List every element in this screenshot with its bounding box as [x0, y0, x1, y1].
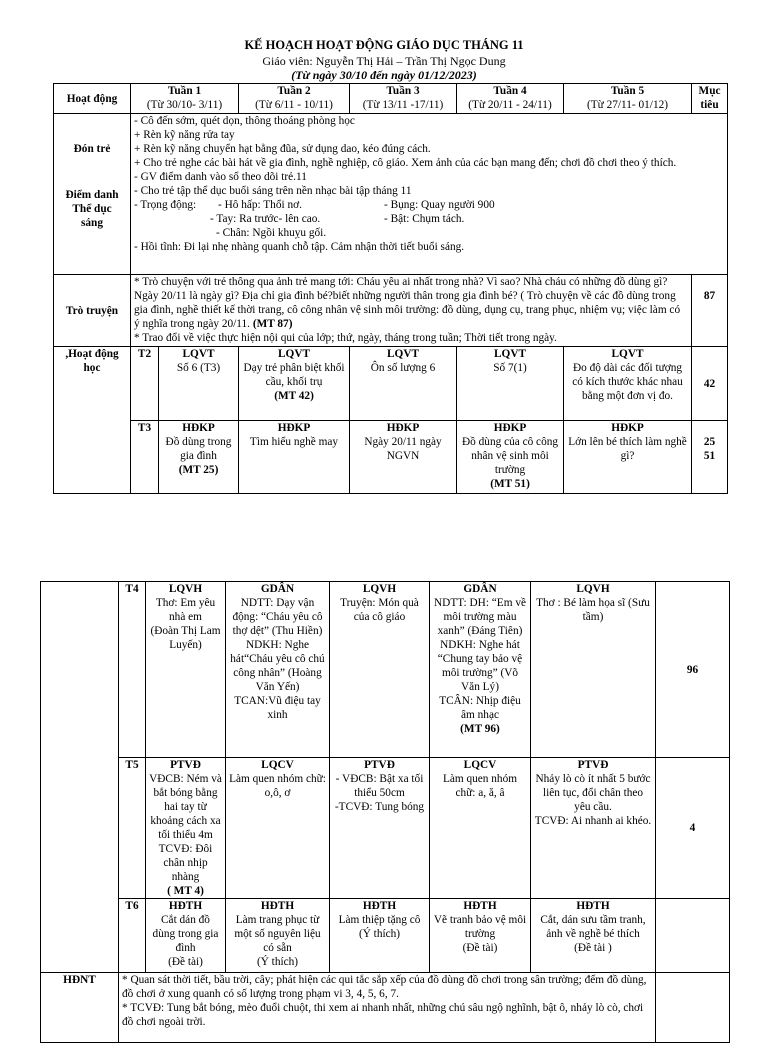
don-tre-row — [54, 114, 728, 275]
hdnt-row — [41, 973, 730, 1043]
t5-week1: PTVĐ VĐCB: Ném và bắt bóng bằng hai tay từ khoảng cách xa tối thiểu 4m TCVĐ: Đôi chân nhịp nhàng ( MT 4) — [146, 758, 226, 899]
t2-week2: LQVT Dạy trẻ phân biệt khối cầu, khối trụ (MT 42) — [239, 347, 350, 421]
hoat-dong-hoc-cont — [41, 582, 119, 973]
day-t6: T6 — [119, 899, 146, 973]
t4-goal: 96 — [656, 582, 730, 758]
tro-truyen-label: Trò truyện — [54, 275, 131, 347]
activity-header: Hoạt động — [54, 84, 131, 114]
plan-table-bottom — [40, 581, 730, 1043]
t2-week4: LQVT Số 7(1) — [457, 347, 564, 421]
don-tre-label: Đón trẻ Điểm danh Thể dục sáng — [54, 114, 131, 275]
t4-week2: GDÂN NDTT: Dạy vận động: “Cháu yêu cô thợ dệt” (Thu Hiền) NDKH: Nghe hát“Cháu yêu cô chú công nhân” (Hoàng Văn Yến) TCAN:Vũ điệu tay xinh — [226, 582, 330, 758]
t3-week2: HĐKP Tìm hiểu nghề may — [239, 421, 350, 494]
t3-goal: 25 51 — [692, 421, 728, 494]
day-t4: T4 — [119, 582, 146, 758]
week-5-header: Tuần 5 (Từ 27/11- 01/12) — [564, 84, 692, 114]
week-4-header: Tuần 4 (Từ 20/11 - 24/11) — [457, 84, 564, 114]
tro-truyen-row — [54, 275, 728, 347]
t5-week3: PTVĐ - VĐCB: Bật xa tối thiểu 50cm -TCVĐ: Tung bóng — [330, 758, 430, 899]
hdnt-goal — [656, 973, 730, 1043]
t5-week5: PTVĐ Nhảy lò cò ít nhất 5 bước liên tục, đổi chân theo yêu cầu. TCVĐ: Ai nhanh ai khéo. — [531, 758, 656, 899]
teachers-line: Giáo viên: Nguyễn Thị Hải – Trần Thị Ngọc Dung — [262, 54, 506, 68]
t6-goal — [656, 899, 730, 973]
day-t3: T3 — [131, 421, 159, 494]
t4-week1: LQVH Thơ: Em yêu nhà em (Đoàn Thị Lam Luyến) — [146, 582, 226, 758]
t3-week1: HĐKP Đồ dùng trong gia đình (MT 25) — [159, 421, 239, 494]
t2-week1: LQVT Số 6 (T3) — [159, 347, 239, 421]
document-title: KẾ HOẠCH HOẠT ĐỘNG GIÁO DỤC THÁNG 11 — [244, 38, 524, 52]
t6-week1: HĐTH Cắt dán đồ dùng trong gia đình (Đề tài) — [146, 899, 226, 973]
t3-week5: HĐKP Lớn lên bé thích làm nghề gì? — [564, 421, 692, 494]
tro-truyen-goal: 87 — [692, 275, 728, 347]
t6-week5: HĐTH Cắt, dán sưu tầm tranh, ảnh về nghề bé thích (Đề tài ) — [531, 899, 656, 973]
plan-table-top — [53, 83, 728, 494]
t6-week3: HĐTH Làm thiệp tặng cô (Ý thích) — [330, 899, 430, 973]
t4-week4: GDÂN NDTT: DH: “Em về môi trường màu xanh” (Đáng Tiên) NDKH: Nghe hát “Chung tay bảo vệ môi trường” (Võ Văn Lý) TCÂN: Nhịp điệu âm nhạc (MT 96) — [430, 582, 531, 758]
hdnt-label: HĐNT — [41, 973, 119, 1043]
t3-week4: HĐKP Đồ dùng của cô công nhân vệ sinh môi trường (MT 51) — [457, 421, 564, 494]
week-3-header: Tuần 3 (Từ 13/11 -17/11) — [350, 84, 457, 114]
t2-week3: LQVT Ôn số lượng 6 — [350, 347, 457, 421]
t5-week2: LQCV Làm quen nhóm chữ: o,ô, ơ — [226, 758, 330, 899]
tro-truyen-content: * Trò chuyện với trẻ thông qua ảnh trẻ mang tới: Cháu yêu ai nhất trong nhà? Vì sao? Nhà cháu có những đồ dùng gì? Ngày 20/11 là ngày gì? Địa chỉ gia đình bé?biết những người thân trong gia đình bé? ( Trò chuyện về các đồ dùng trong gia đình, nghề thiết kế thời trang, cô công nhân vệ sinh môi trường: đồ dùng, dụng cụ, trang phục, nhiệm vụ; việc làm có ý nghĩa trong ngày 20/11. (MT 87) * Trao đổi về việc thực hiện nội qui của lớp; thứ, ngày, tháng trong tuần; Thời tiết trong ngày. — [131, 275, 692, 347]
t6-week4: HĐTH Vẽ tranh bảo vệ môi trường (Đề tài) — [430, 899, 531, 973]
header-row — [54, 84, 728, 114]
week-2-header: Tuần 2 (Từ 6/11 - 10/11) — [239, 84, 350, 114]
hdnt-content: * Quan sát thời tiết, bầu trời, cây; phát hiện các qui tắc sắp xếp của đồ dùng đồ chơi trong sân trường; đếm đồ dùng, đồ chơi ở xung quanh có số lượng trong phạm vi 3, 4, 5, 6, 7. * TCVĐ: Tung bắt bóng, mèo đuổi chuột, thi xem ai nhanh nhất, những chú sâu ngộ nghĩnh, bật ô, nhảy lò cò, chơi đồ chơi ngoài trời. — [119, 973, 656, 1043]
goal-header: Mục tiêu — [692, 84, 728, 114]
hoat-dong-hoc-label: ,Hoạt động học — [54, 347, 131, 494]
t6-row — [41, 899, 730, 973]
t4-week5: LQVH Thơ : Bé làm họa sĩ (Sưu tầm) — [531, 582, 656, 758]
t2-week5: LQVT Đo độ dài các đối tượng có kích thước khác nhau bằng một đơn vị đo. — [564, 347, 692, 421]
day-t2: T2 — [131, 347, 159, 421]
don-tre-content: - Cô đến sớm, quét dọn, thông thoáng phòng học + Rèn kỹ năng rửa tay + Rèn kỹ năng chuyển hạt bằng đũa, sử dụng dao, kéo đúng cách. + Cho trẻ nghe các bài hát về gia đình, nghề nghiệp, cô giáo. Xem ảnh của các bạn mang đến; chơi đồ chơi theo ý thích. - GV điểm danh vào sổ theo dõi trẻ.11 - Cho trẻ tập thể dục buổi sáng trên nền nhạc bài tập tháng 11 - Trọng động: - Hô hấp: Thổi nơ. - Bụng: Quay người 900 - Tay: Ra trước- lên cao. - Bật: Chụm tách. - Chân: Ngồi khuỵu gối. - Hồi tĩnh: Đi lại nhẹ nhàng quanh chỗ tập. Cảm nhận thời tiết buổi sáng. — [131, 114, 728, 275]
date-range: (Từ ngày 30/10 đến ngày 01/12/2023) — [291, 68, 477, 82]
t5-row — [41, 758, 730, 899]
t5-goal: 4 — [656, 758, 730, 899]
t2-goal: 42 — [692, 347, 728, 421]
week-1-header: Tuần 1 (Từ 30/10- 3/11) — [131, 84, 239, 114]
t4-row — [41, 582, 730, 758]
t6-week2: HĐTH Làm trang phục từ một số nguyên liệu có sẵn (Ý thích) — [226, 899, 330, 973]
t5-week4: LQCV Làm quen nhóm chữ: a, ă, â — [430, 758, 531, 899]
t3-week3: HĐKP Ngày 20/11 ngày NGVN — [350, 421, 457, 494]
day-t5: T5 — [119, 758, 146, 899]
t2-row — [54, 347, 728, 421]
t4-week3: LQVH Truyện: Món quà của cô giáo — [330, 582, 430, 758]
t3-row — [54, 421, 728, 494]
